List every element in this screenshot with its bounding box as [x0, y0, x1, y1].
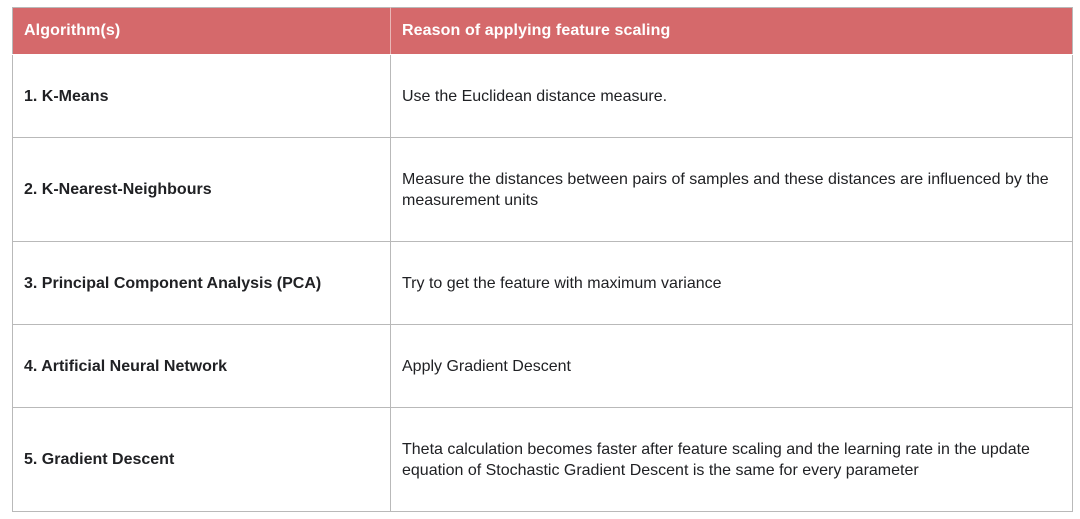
table-row [13, 408, 1073, 512]
algorithm-cell: 3. Principal Component Analysis (PCA) [13, 242, 391, 325]
table-row [13, 55, 1073, 138]
algorithm-cell: 2. K-Nearest-Neighbours [13, 138, 391, 242]
reason-cell: Use the Euclidean distance measure. [391, 55, 1073, 138]
reason-cell: Theta calculation becomes faster after feature scaling and the learning rate in the update equation of Stochastic Gradient Descent is the same for every parameter [391, 408, 1073, 512]
table-row [13, 138, 1073, 242]
table-row [13, 242, 1073, 325]
reason-cell: Apply Gradient Descent [391, 325, 1073, 408]
algorithm-cell: 5. Gradient Descent [13, 408, 391, 512]
reason-cell: Try to get the feature with maximum variance [391, 242, 1073, 325]
table-header-row [13, 8, 1073, 55]
algorithm-cell: 4. Artificial Neural Network [13, 325, 391, 408]
header-algorithms: Algorithm(s) [13, 8, 391, 55]
reason-cell: Measure the distances between pairs of samples and these distances are influenced by the measurement units [391, 138, 1073, 242]
table-container [12, 7, 1073, 512]
table-row [13, 325, 1073, 408]
algorithm-cell: 1. K-Means [13, 55, 391, 138]
header-reason: Reason of applying feature scaling [391, 8, 1073, 55]
feature-scaling-table [12, 7, 1073, 512]
